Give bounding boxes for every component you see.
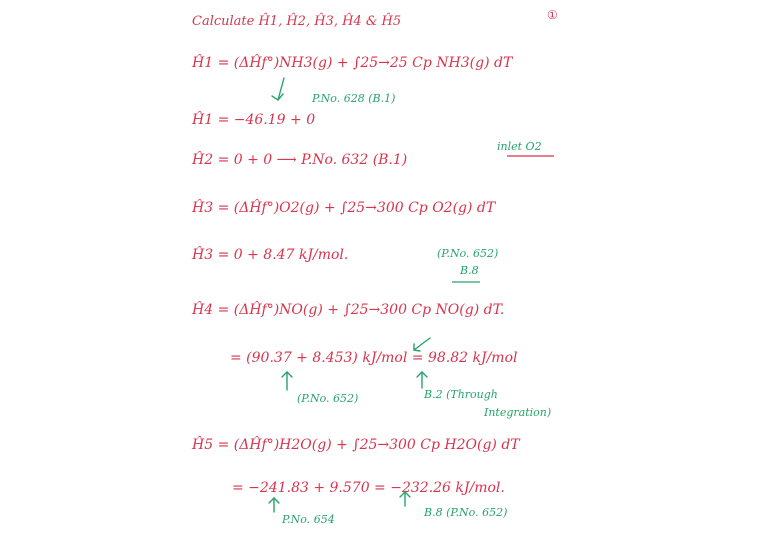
h1-reference-note: P.No. 628 (B.1): [312, 92, 396, 105]
h3-table-note: B.8: [460, 264, 479, 277]
h4-value: = (90.37 + 8.453) kJ/mol = 98.82 kJ/mol: [230, 350, 518, 366]
h5-right-note: B.8 (P.No. 652): [424, 506, 508, 519]
h4-left-note: (P.No. 652): [297, 392, 359, 405]
h4-equation: Ĥ4 = (ΔĤf°)NO(g) + ∫25→300 Cp NO(g) dT.: [192, 302, 505, 318]
h4-diag-arrow: [414, 338, 430, 350]
h4-right-note-2: Integration): [484, 406, 552, 419]
h3-equation: Ĥ3 = (ΔĤf°)O2(g) + ∫25→300 Cp O2(g) dT: [192, 200, 496, 216]
handwritten-page: [162, 0, 590, 540]
h1-arrow-head: [272, 94, 283, 100]
h3-value: Ĥ3 = 0 + 8.47 kJ/mol.: [192, 247, 349, 263]
h2-inlet-note: inlet O2: [497, 140, 542, 153]
h4-right-note-1: B.2 (Through: [424, 388, 498, 401]
h1-equation: Ĥ1 = (ΔĤf°)NH3(g) + ∫25→25 Cp NH3(g) dT: [192, 55, 513, 71]
annotation-arrows: [162, 0, 590, 540]
h5-left-note: P.No. 654: [282, 513, 335, 526]
h5-equation: Ĥ5 = (ΔĤf°)H2O(g) + ∫25→300 Cp H2O(g) dT: [192, 437, 520, 453]
title-line: Calculate Ĥ1, Ĥ2, Ĥ3, Ĥ4 & Ĥ5: [192, 14, 402, 29]
h3-reference-note: (P.No. 652): [437, 247, 499, 260]
h1-value: Ĥ1 = −46.19 + 0: [192, 112, 316, 128]
h2-equation: Ĥ2 = 0 + 0 ⟶ P.No. 632 (B.1): [192, 152, 408, 168]
h5-value: = −241.83 + 9.570 = −232.26 kJ/mol.: [232, 480, 505, 496]
page-number: ①: [547, 8, 558, 22]
